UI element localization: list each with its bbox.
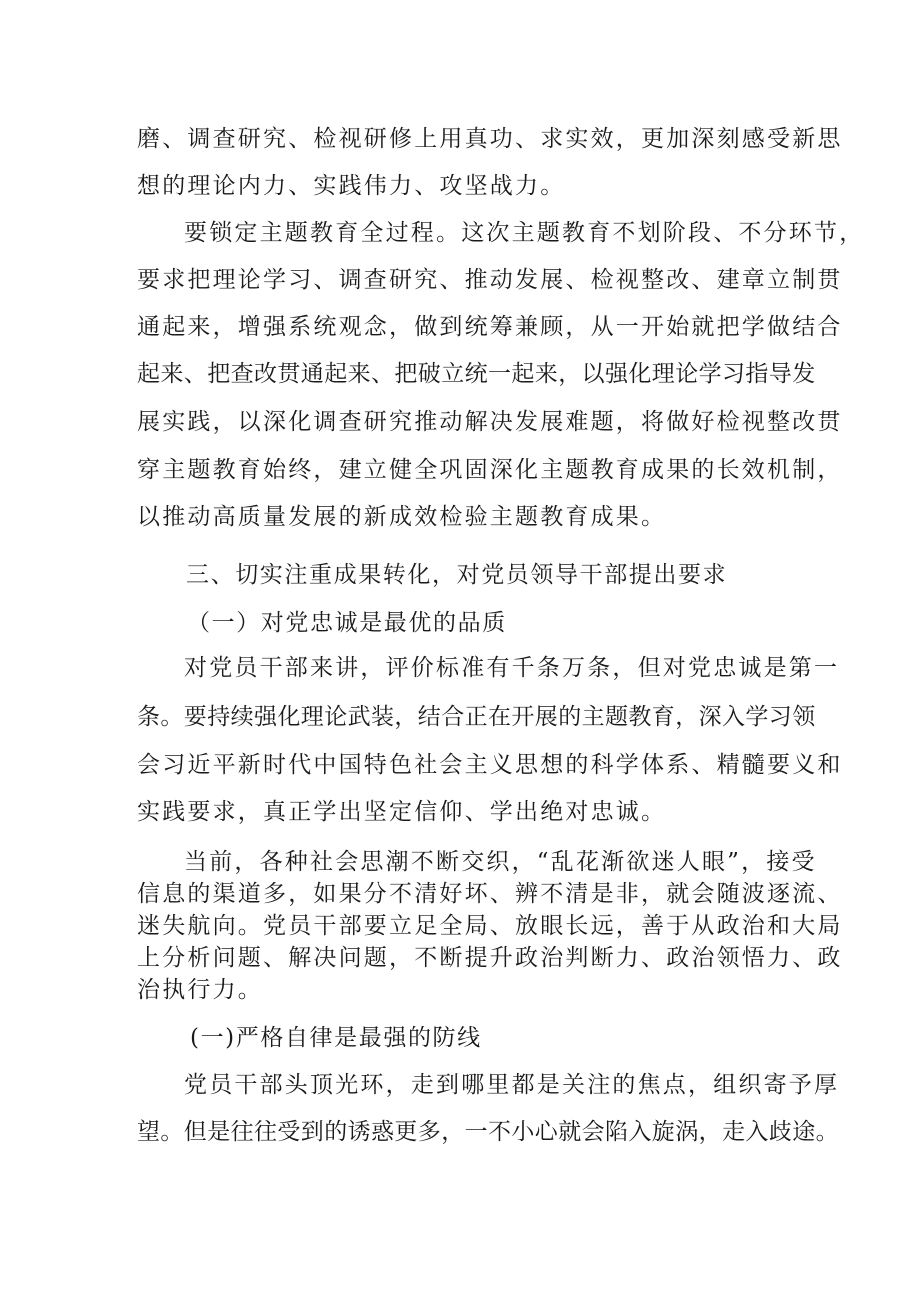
paragraph-line: 起来、把查改贯通起来、把破立统一起来，以强化理论学习指导发 [137,361,816,387]
paragraph-line: 上分析问题、解决问题，不断提升政治判断力、政治领悟力、政 [137,945,843,971]
paragraph-line: 条。要持续强化理论武装，结合正在开展的主题教育，深入学习领 [137,704,816,730]
paragraph-line: 信息的渠道多，如果分不清好坏、辨不清是非，就会随波逐流、 [137,881,843,907]
subsection-heading: (一)严格自律是最强的防线 [190,1025,482,1051]
section-heading: 三、切实注重成果转化，对党员领导干部提出要求 [186,562,728,588]
paragraph-line: 想的理论内力、实践伟力、攻坚战力。 [137,173,566,199]
paragraph-line: 要求把理论学习、调查研究、推动发展、检视整改、建章立制贯 [137,267,843,293]
paragraph-line: 当前，各种社会思潮不断交织，“乱花渐欲迷人眼”，接受 [184,849,817,875]
paragraph-line: 要锁定主题教育全过程。这次主题教育不划阶段、不分环节， [184,220,865,246]
paragraph-line: 望。但是往往受到的诱惑更多，一不小心就会陷入旋涡，走入歧途。 [137,1119,839,1145]
paragraph-line: 对党员干部来讲，评价标准有千条万条，但对党忠诚是第一 [184,655,840,681]
paragraph-line: 展实践，以深化调查研究推动解决发展难题，将做好检视整改贯 [137,409,843,435]
paragraph-line: 会习近平新时代中国特色社会主义思想的科学体系、精髓要义和 [137,752,843,778]
paragraph-line: 迷失航向。党员干部要立足全局、放眼长远，善于从政治和大局 [137,913,843,939]
paragraph-line: 以推动高质量发展的新成效检验主题教育成果。 [137,504,667,530]
paragraph-line: 磨、调查研究、检视研修上用真功、求实效，更加深刻感受新思 [137,126,843,152]
paragraph-line: 治执行力。 [137,977,263,1003]
paragraph-line: 通起来，增强系统观念，做到统筹兼顾，从一开始就把学做结合 [137,314,843,340]
paragraph-line: 党员干部头顶光环，走到哪里都是关注的焦点，组织寄予厚 [184,1072,840,1098]
subsection-heading: （一）对党忠诚是最优的品质 [187,610,507,636]
paragraph-line: 实践要求，真正学出坚定信仰、学出绝对忠诚。 [137,799,667,825]
paragraph-line: 穿主题教育始终，建立健全巩固深化主题教育成果的长效机制， [137,457,843,483]
